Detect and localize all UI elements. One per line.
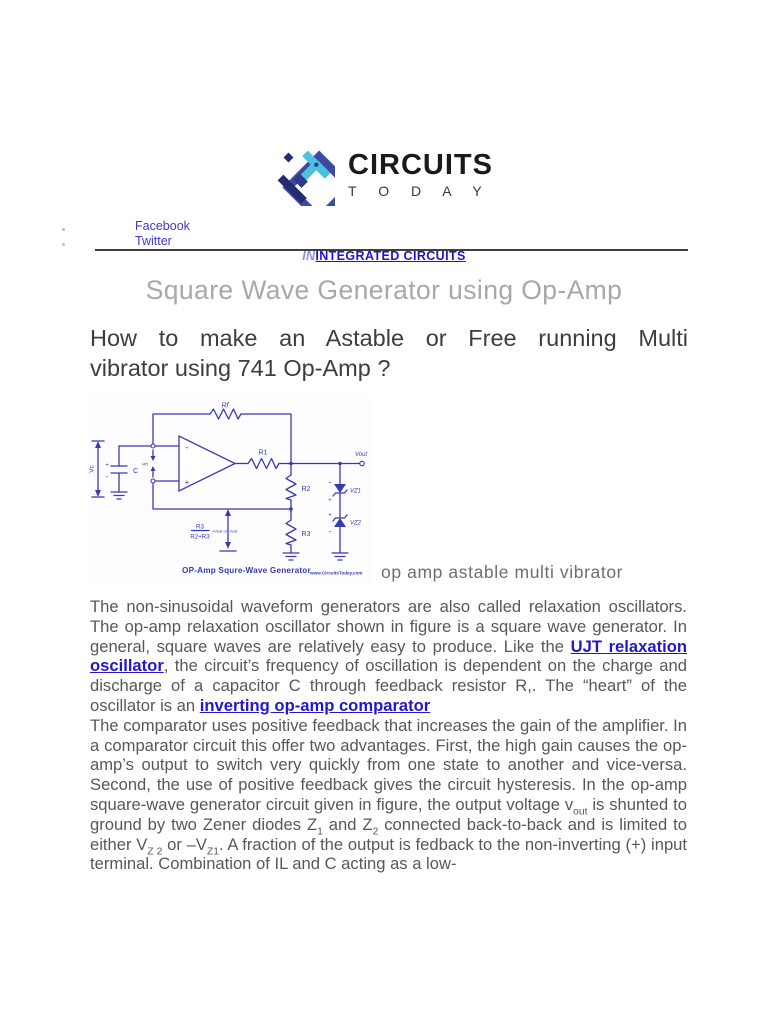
- label-vz2: VZ2: [350, 520, 362, 527]
- brand-tagline: T O D A Y: [348, 182, 491, 199]
- inline-link[interactable]: UJT relaxation oscillator: [90, 636, 687, 676]
- subscript-text: Z 2: [147, 845, 163, 857]
- label-sat: +Vsat or -Vsat: [212, 528, 238, 534]
- list-bullet: [62, 228, 65, 231]
- body-text: or –V: [162, 834, 207, 854]
- subscript-text: 2: [372, 826, 379, 838]
- label-z1-minus: -: [328, 477, 332, 487]
- label-z2-plus: +: [328, 512, 332, 519]
- heading-line-2: vibrator using 741 Op-Amp ?: [90, 354, 391, 381]
- label-r2: R2: [301, 486, 311, 493]
- site-logo: [0, 144, 768, 206]
- breadcrumb-prefix: IN: [302, 249, 316, 263]
- label-vz1: VZ1: [350, 488, 362, 495]
- heading-line-1: How to make an Astable or Free running Multi: [90, 325, 688, 351]
- label-r1: R1: [258, 449, 268, 457]
- body-text: The comparator uses positive feedback that increases the gain of the amplifier. In a comparator circuit this offer two advantages. First, the high gain causes the op-amp’s output to switch very quickly from one state to another and vice-versa. Second, the use of positive feedback gives the circuit hysteresis. In the op-amp square-wave generator circuit given in figure, the output voltage v: [90, 715, 687, 814]
- circuit-wires: [92, 409, 364, 560]
- label-opamp-plus: +: [184, 478, 190, 487]
- body-text: . A fraction of the output is fedback to the non-inverting (+) input terminal. Combination of IL and C acting as a low-: [90, 834, 688, 874]
- label-rf: Rf: [221, 402, 229, 410]
- subscript-text: 1: [317, 826, 323, 838]
- facebook-link[interactable]: Facebook: [135, 219, 190, 233]
- paragraph: [90, 597, 687, 716]
- paragraph: [90, 716, 687, 874]
- label-z2-minus: -: [328, 526, 332, 536]
- figure-block: [88, 398, 623, 585]
- label-frac-den: R2+R3: [190, 533, 210, 541]
- label-vout: Vout: [354, 452, 368, 458]
- article-heading: [90, 324, 688, 383]
- subscript-text: out: [573, 806, 588, 818]
- circuits-today-logo-icon: [275, 144, 335, 206]
- body-text: , the circuit’s frequency of oscillation is dependent on the charge and discharge of a capacitor C through feedback resistor R,. The “heart” of the oscillator is an: [90, 656, 687, 715]
- body-text: and Z: [322, 814, 373, 834]
- figure-watermark: www.CircuitsToday.com: [310, 570, 363, 576]
- label-opamp-minus: -: [185, 442, 189, 453]
- brand-name: CIRCUITS: [348, 148, 493, 181]
- article-body: [90, 597, 687, 874]
- page-title: Square Wave Generator using Op-Amp: [145, 275, 623, 305]
- brand-text: [348, 150, 493, 201]
- label-frac-num: R3: [196, 523, 204, 531]
- list-bullet: [62, 243, 65, 246]
- subscript-text: Z1: [206, 845, 219, 857]
- body-text: connected back-to-back and is limited to either V: [90, 814, 687, 854]
- circuit-labels: [89, 403, 368, 576]
- label-vc: Vc: [88, 465, 96, 473]
- label-cap-plus: +: [105, 463, 109, 469]
- label-c: C: [133, 468, 139, 475]
- figure-caption: OP-Amp Squre-Wave Generator: [182, 566, 311, 575]
- circuit-diagram: [88, 398, 373, 585]
- body-text: The non-sinusoidal waveform generators are also called relaxation oscillators. The op-amp relaxation oscillator shown in figure is a square wave generator. In general, square waves are relatively easy to produce. Like the: [90, 597, 687, 656]
- body-text: is shunted to ground by two Zener diodes Z: [90, 794, 687, 834]
- breadcrumb-category-link[interactable]: INTEGRATED CIRCUITS: [315, 249, 466, 263]
- label-vin: vin: [142, 461, 148, 467]
- label-r3: R3: [301, 531, 311, 538]
- label-z1-plus: +: [328, 498, 332, 504]
- social-links: [135, 219, 190, 249]
- breadcrumb: [0, 249, 768, 263]
- label-cap-minus: -: [105, 472, 109, 481]
- inline-link[interactable]: inverting op-amp comparator: [199, 695, 431, 715]
- twitter-link[interactable]: Twitter: [135, 234, 172, 248]
- figure-side-caption: op amp astable multi vibrator: [381, 562, 624, 582]
